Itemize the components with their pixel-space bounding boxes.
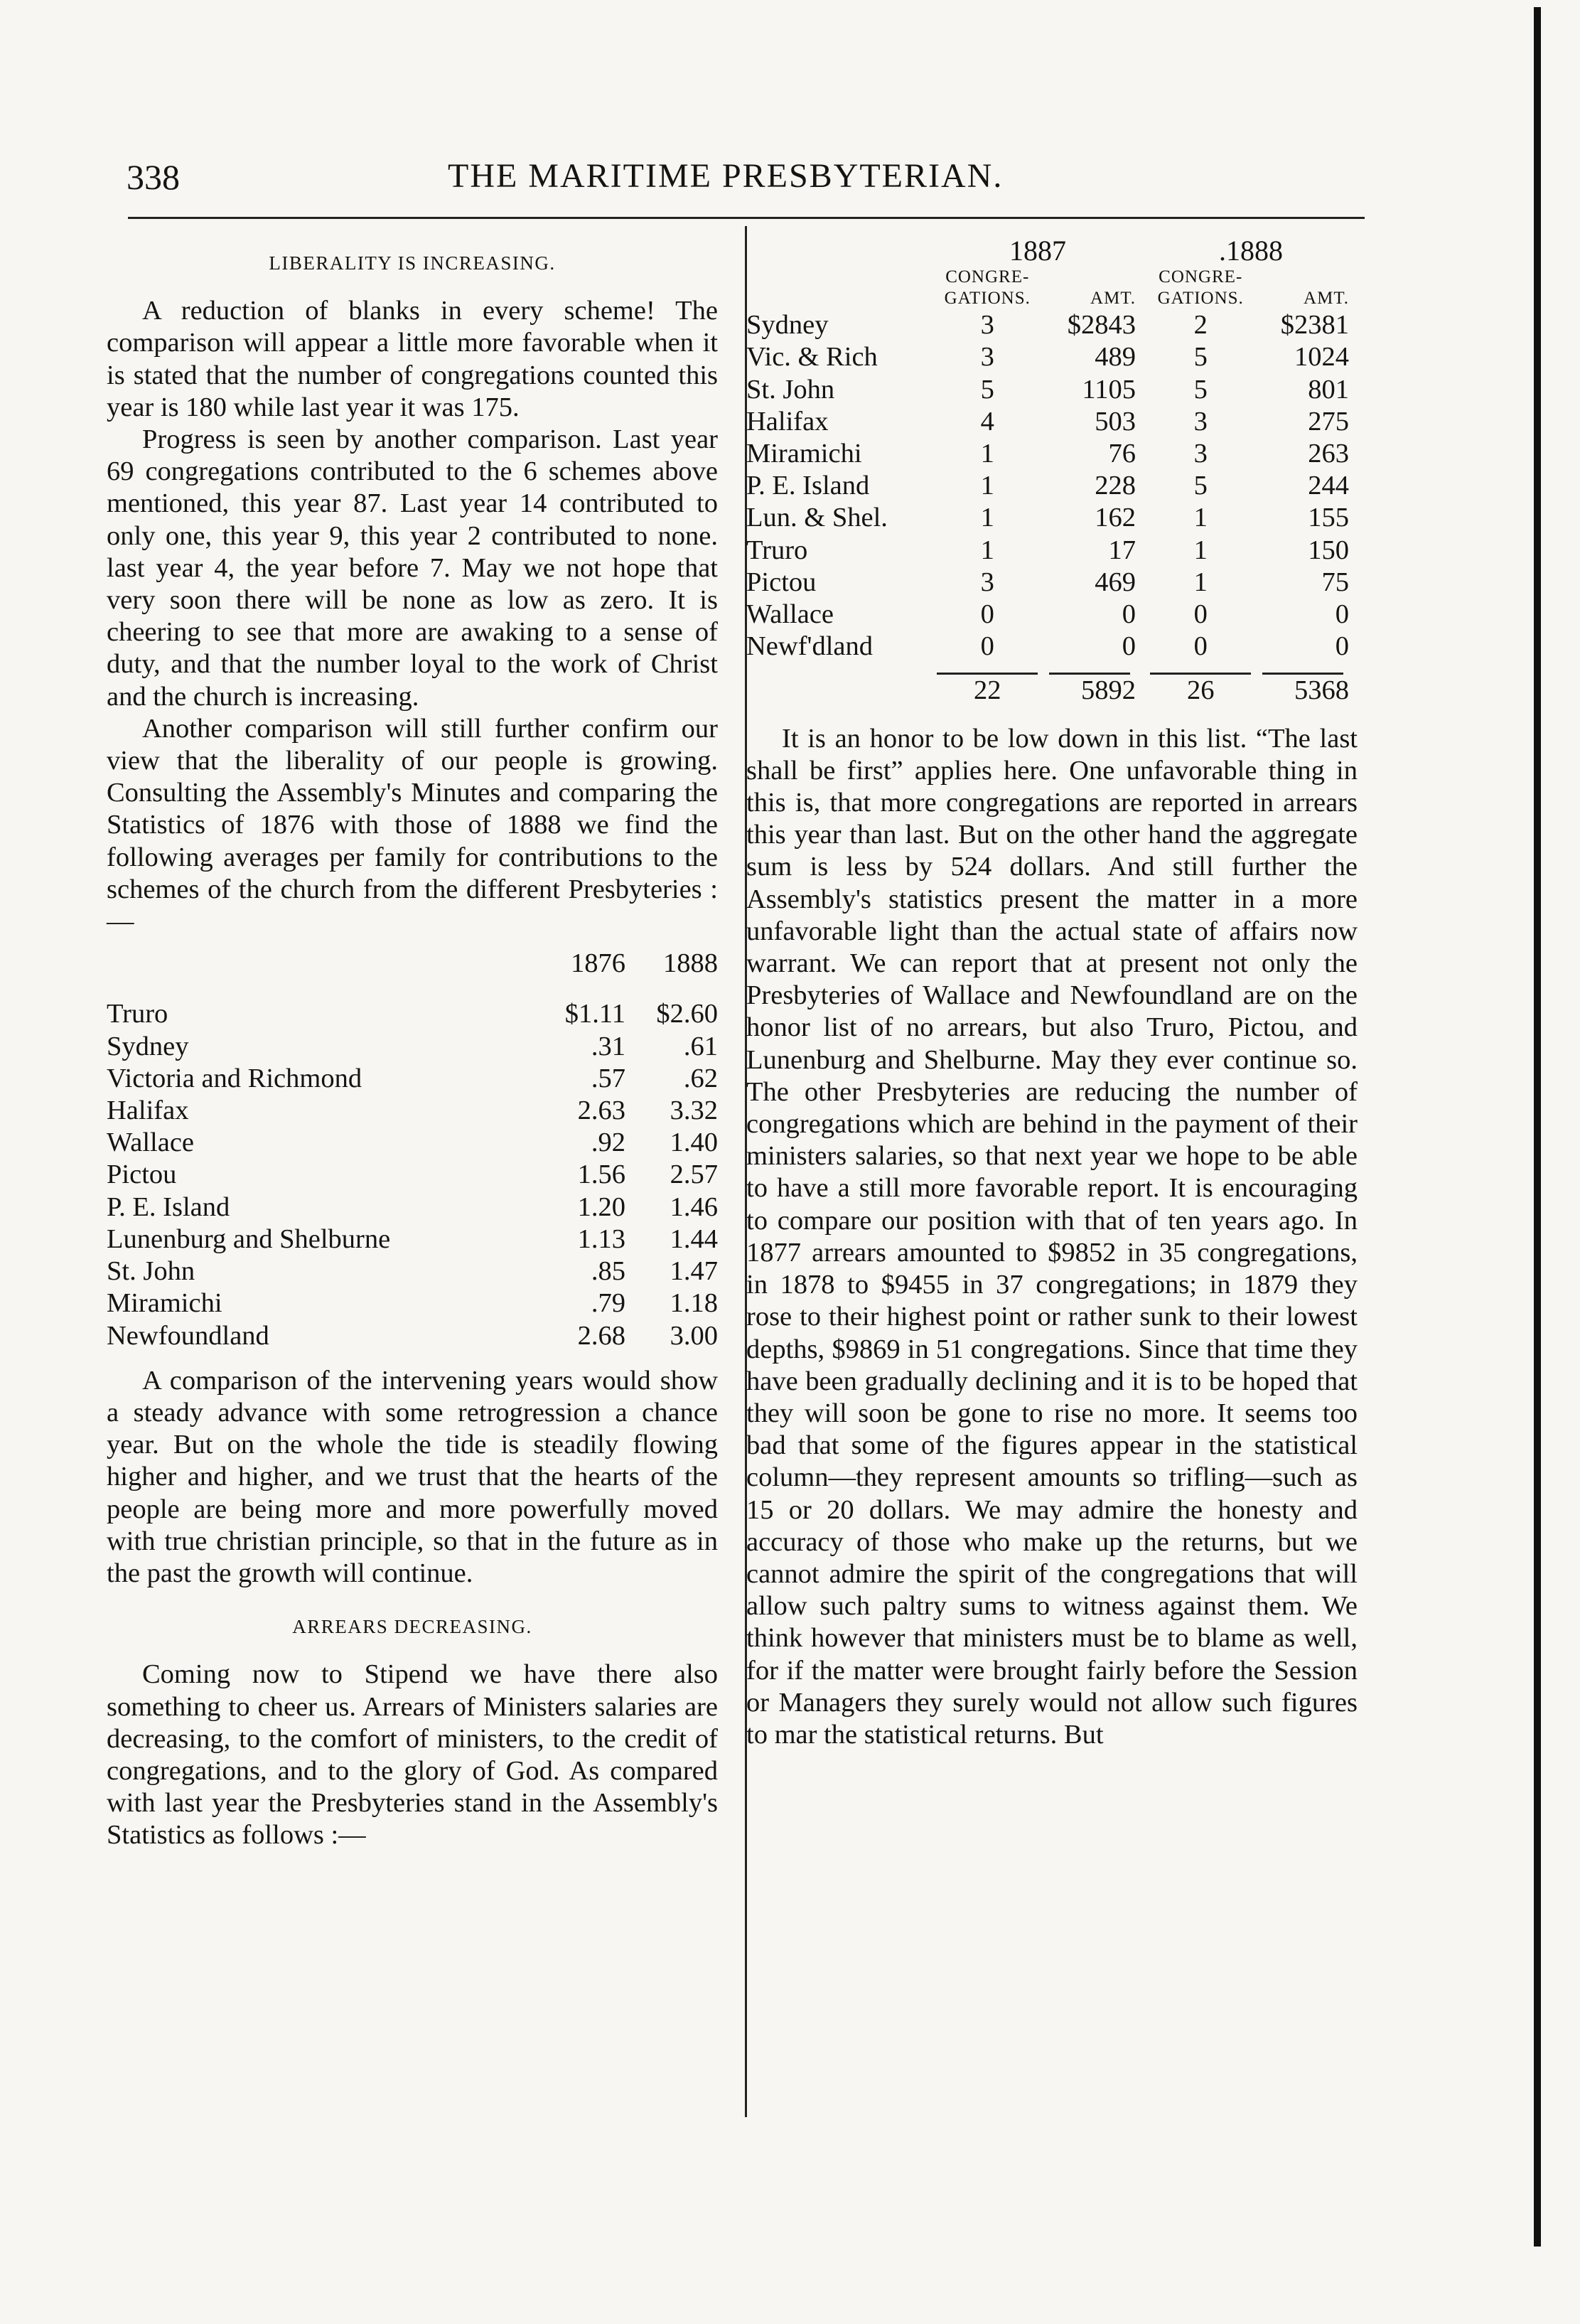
presbytery-name: P. E. Island [107, 1192, 230, 1222]
amount-1887: 489 [1095, 342, 1136, 373]
averages-row [107, 998, 718, 1030]
averages-year-1876: 1876 [571, 948, 625, 979]
average-1888: 1.44 [670, 1223, 718, 1254]
average-1888: .62 [683, 1063, 718, 1093]
presbytery-name: Vic. & Rich [746, 342, 878, 373]
average-1876: .92 [591, 1128, 625, 1158]
arrears-table [746, 235, 1358, 707]
averages-row [107, 1063, 718, 1095]
amount-1888: $2381 [1280, 310, 1349, 341]
congregations-1887: 1 [980, 503, 994, 533]
arrears-totals-row [746, 663, 1358, 707]
paragraph: Another comparison will still further confirm our view that the liberality of our people is growing. Consulting the Assembly's Minutes and comparing the Statistics of 1876 with those of 1888 we find the following averages per family for contributions to the schemes of the church from the different Presbyteries :— [107, 713, 718, 937]
average-1876: .85 [591, 1256, 625, 1287]
total-rule [937, 673, 1038, 675]
average-1876: $1.11 [564, 999, 625, 1029]
arrears-row [746, 438, 1358, 470]
amount-1888: 75 [1321, 567, 1349, 597]
averages-row [107, 1031, 718, 1063]
averages-row [107, 1095, 718, 1127]
congregations-1888: 1 [1193, 567, 1208, 597]
average-1876: .79 [591, 1288, 625, 1319]
average-1876: .31 [591, 1031, 625, 1061]
congregations-header: CONGRE- [1159, 267, 1243, 287]
section-heading-liberality: LIBERALITY IS INCREASING. [269, 252, 556, 274]
presbytery-name: St. John [746, 374, 835, 405]
paragraph: Coming now to Stipend we have there also something to cheer us. Arrears of Ministers salaries are decreasing, to the comfort of ministers, to the credit of congregations, and to the glory of God. As compared with last year the Presbyteries stand in the Assembly's Statistics as follows :— [107, 1659, 718, 1851]
amount-1887: 162 [1095, 503, 1136, 533]
congregations-1888: 1 [1193, 535, 1208, 565]
congregations-1888: 0 [1193, 631, 1208, 662]
presbytery-name: Pictou [746, 567, 817, 597]
average-1888: 3.32 [670, 1096, 718, 1126]
amount-1887: $2843 [1067, 310, 1136, 341]
arrears-row [746, 567, 1358, 599]
amount-1888: 0 [1335, 631, 1349, 662]
congregations-1887: 0 [980, 631, 994, 662]
arrears-row [746, 374, 1358, 406]
total-amount-1888: 5368 [1294, 675, 1349, 706]
arrears-row [746, 309, 1358, 341]
arrears-table-body [746, 309, 1358, 663]
congregations-1888: 5 [1193, 342, 1208, 373]
amount-1887: 0 [1122, 631, 1136, 662]
averages-table [107, 948, 718, 1351]
presbytery-name: Halifax [746, 406, 829, 437]
total-amount-1887: 5892 [1081, 675, 1136, 706]
averages-table-body [107, 998, 718, 1351]
paragraph: A comparison of the intervening years would show a steady advance with some retrogression a chance year. But on the whole the tide is steadily flowing higher and higher, and we trust that the hearts of the people are being more and more powerfully moved with true christian principle, so that in the future as in the past the growth will continue. [107, 1365, 718, 1588]
presbytery-name: Lunenburg and Shelburne [107, 1223, 391, 1254]
congregations-1888: 0 [1193, 599, 1208, 630]
arrears-year-1887: 1887 [1009, 235, 1067, 267]
presbytery-name: Truro [107, 999, 168, 1029]
congregations-1887: 5 [980, 374, 994, 405]
congregations-1888: 3 [1193, 439, 1208, 469]
average-1876: 1.20 [577, 1192, 625, 1222]
amount-1888: 275 [1308, 406, 1349, 437]
congregations-1888: 5 [1193, 374, 1208, 405]
arrears-subheader-row-1 [746, 267, 1358, 288]
amount-1887: 469 [1095, 567, 1136, 597]
right-column [746, 235, 1358, 1751]
amount-1888: 1024 [1294, 342, 1349, 373]
paragraph: A reduction of blanks in every scheme! The comparison will appear a little more favorable when it is stated that the number of congregations counted this year is 180 while last year it was 175. [107, 296, 718, 422]
total-congregations-1887: 22 [974, 675, 1001, 706]
congregations-1887: 3 [980, 342, 994, 373]
congregations-1887: 1 [980, 439, 994, 469]
congregations-1887: 3 [980, 310, 994, 341]
amount-1887: 76 [1108, 439, 1136, 469]
congregations-1888: 3 [1193, 406, 1208, 437]
congregations-1887: 4 [980, 406, 994, 437]
amount-1888: 150 [1308, 535, 1349, 565]
arrears-row [746, 535, 1358, 567]
left-column [107, 235, 718, 1852]
presbytery-name: Halifax [107, 1096, 189, 1126]
amount-1888: 263 [1308, 439, 1349, 469]
amount-1888: 155 [1308, 503, 1349, 533]
congregations-1888: 2 [1193, 310, 1208, 341]
amount-1887: 1105 [1082, 374, 1136, 405]
amount-1888: 0 [1335, 599, 1349, 630]
average-1876: .57 [591, 1063, 625, 1093]
paragraph: Progress is seen by another comparison. Last year 69 congregations contributed to the 6 schemes above mentioned, this year 87. Last year 14 contributed to only one, this year 9, this year 2 contributed to none. last year 4, the year before 7. May we not hope that very soon there will be none as low as zero. It is cheering to see that more are awaking to a sense of duty, and that the number loyal to the work of Christ and the church is increasing. [107, 424, 718, 712]
averages-row [107, 1223, 718, 1255]
arrears-year-1888: .1888 [1219, 235, 1283, 267]
presbytery-name: P. E. Island [746, 471, 870, 501]
average-1888: .61 [683, 1031, 718, 1061]
header-rule [128, 217, 1365, 219]
total-rule [1262, 673, 1343, 675]
congregations-header: GATIONS. [944, 289, 1031, 309]
amount-1888: 801 [1308, 374, 1349, 405]
page-edge-rule [1534, 7, 1541, 2247]
average-1888: $2.60 [656, 999, 718, 1029]
average-1876: 2.68 [577, 1320, 625, 1351]
section-heading-arrears: ARREARS DECREASING. [292, 1616, 532, 1638]
amount-header: AMT. [1304, 289, 1349, 309]
presbytery-name: Lun. & Shel. [746, 503, 888, 533]
average-1888: 1.18 [670, 1288, 718, 1319]
arrears-row [746, 631, 1358, 663]
congregations-1887: 3 [980, 567, 994, 597]
average-1888: 2.57 [670, 1160, 718, 1190]
amount-header: AMT. [1090, 289, 1136, 309]
presbytery-name: Miramichi [107, 1288, 222, 1319]
amount-1887: 17 [1108, 535, 1136, 565]
presbytery-name: Pictou [107, 1160, 177, 1190]
average-1888: 3.00 [670, 1320, 718, 1351]
total-rule [1150, 673, 1251, 675]
averages-header-row [107, 948, 718, 998]
total-rule [1049, 673, 1130, 675]
amount-1888: 244 [1308, 471, 1349, 501]
presbytery-name: Newf'dland [746, 631, 873, 662]
average-1888: 1.47 [670, 1256, 718, 1287]
presbytery-name: Miramichi [746, 439, 862, 469]
congregations-1888: 5 [1193, 471, 1208, 501]
congregations-header: CONGRE- [945, 267, 1030, 287]
averages-row [107, 1287, 718, 1319]
presbytery-name: Wallace [107, 1128, 195, 1158]
arrears-row [746, 341, 1358, 373]
arrears-row [746, 502, 1358, 534]
averages-row [107, 1127, 718, 1159]
total-congregations-1888: 26 [1186, 675, 1215, 706]
congregations-1887: 1 [980, 471, 994, 501]
arrears-row [746, 470, 1358, 502]
running-title: THE MARITIME PRESBYTERIAN. [448, 157, 1004, 195]
congregations-1887: 0 [980, 599, 994, 630]
arrears-subheader-row-2 [746, 288, 1358, 309]
averages-row [107, 1159, 718, 1191]
congregations-1887: 1 [980, 535, 994, 565]
average-1876: 1.56 [577, 1160, 625, 1190]
amount-1887: 0 [1122, 599, 1136, 630]
arrears-row [746, 406, 1358, 438]
averages-row [107, 1192, 718, 1223]
presbytery-name: Victoria and Richmond [107, 1063, 362, 1093]
paragraph: It is an honor to be low down in this list. “The last shall be first” applies here. One unfavorable thing in this is, that more congregations are reported in arrears this year than last. But on the other hand the aggregate sum is less by 524 dollars. And still further the Assembly's statistics present the matter in a more unfavorable light than the actual state of affairs now warrant. We can report that at present not only the Presbyteries of Wallace and Newfoundland are on the honor list of no arrears, but also Truro, Pictou, and Lunenburg and Shelburne. May they ever continue so. The other Presbyteries are reducing the number of congregations which are behind in the payment of their ministers salaries, so that next year we hope to be able to have a still more favorable report. It is encouraging to compare our position with that of ten years ago. In 1877 arrears amounted to $9852 in 35 congregations, in 1878 to $9455 in 37 congregations; in 1879 they rose to their highest point or rather sunk to their lowest depths, $9869 in 51 congregations. Since that time they have been gradually declining and it is to be hoped that they will soon be gone to rise no more. It seems too bad that some of the figures appear in the statistical column—they represent amounts so trifling—such as 15 or 20 dollars. We may admire the honesty and accuracy of those who make up the returns, but we cannot admire the spirit of the congregations that will allow such paltry sums to witness against them. We think however that ministers must be to blame as well, for if the matter were brought fairly before the Session or Managers they surely would not allow such figures to mar the statistical returns. But [746, 723, 1358, 1750]
arrears-row [746, 599, 1358, 631]
presbytery-name: Truro [746, 535, 808, 565]
average-1888: 1.40 [670, 1128, 718, 1158]
averages-year-1888: 1888 [663, 948, 718, 979]
amount-1887: 503 [1095, 406, 1136, 437]
average-1876: 1.13 [577, 1223, 625, 1254]
page-header [121, 149, 1358, 213]
presbytery-name: Wallace [746, 599, 834, 630]
average-1888: 1.46 [670, 1192, 718, 1222]
averages-row [107, 1255, 718, 1287]
presbytery-name: Newfoundland [107, 1320, 269, 1351]
arrears-year-row [746, 235, 1358, 267]
presbytery-name: Sydney [107, 1031, 189, 1061]
averages-row [107, 1320, 718, 1352]
average-1876: 2.63 [577, 1096, 625, 1126]
presbytery-name: St. John [107, 1256, 195, 1287]
congregations-1888: 1 [1193, 503, 1208, 533]
page-number: 338 [127, 157, 180, 197]
congregations-header: GATIONS. [1157, 289, 1244, 309]
presbytery-name: Sydney [746, 310, 829, 341]
amount-1887: 228 [1095, 471, 1136, 501]
